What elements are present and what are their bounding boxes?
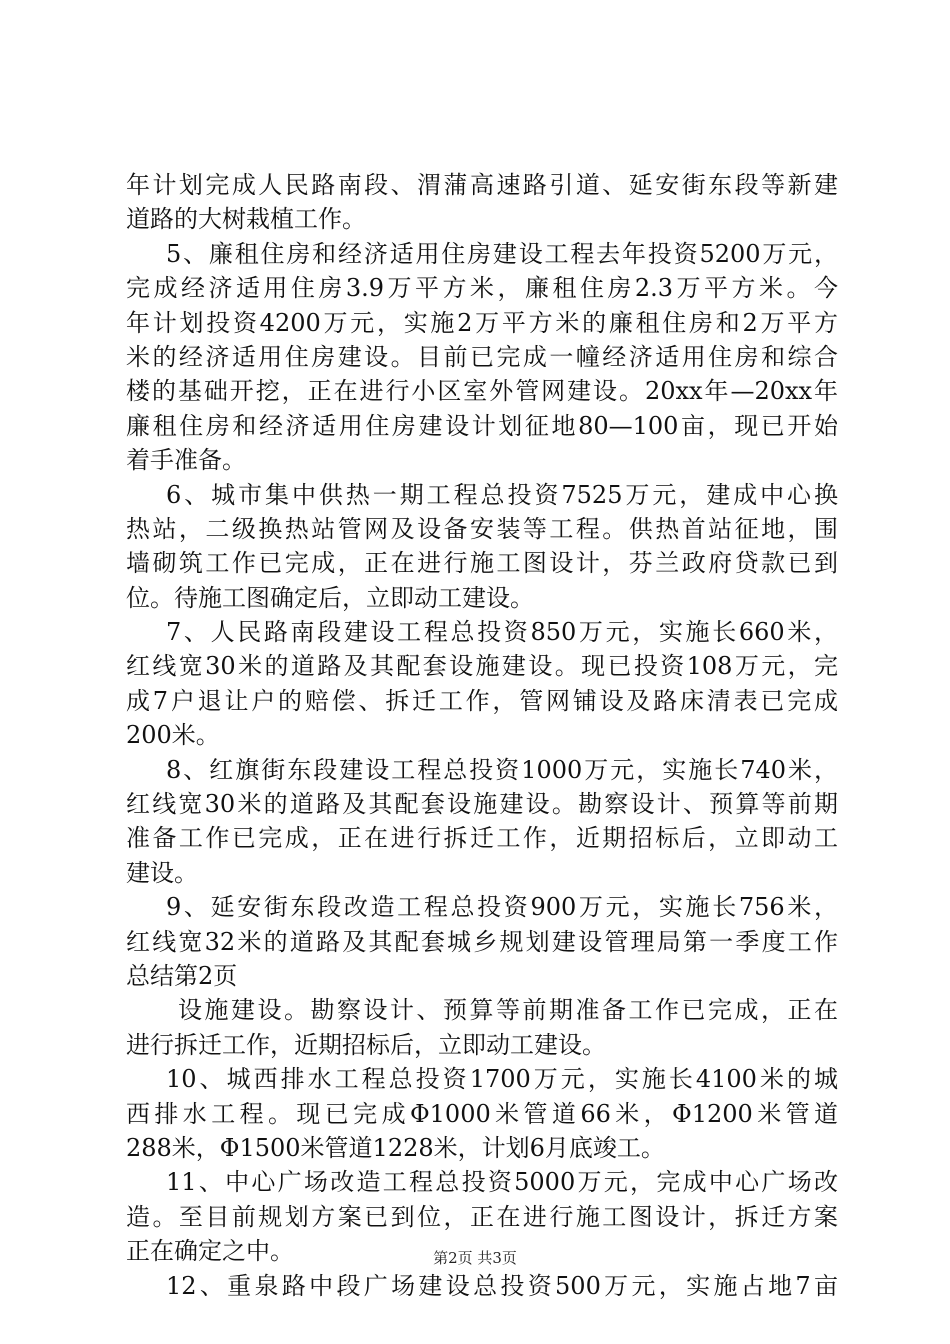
document-body (126, 168, 838, 1303)
text-line: 年计划完成人民路南段、渭蒲高速路引道、延安街东段等新建 (126, 171, 838, 199)
text-line: 墙砌筑工作已完成，正在进行施工图设计，芬兰政府贷款已到 (126, 549, 838, 578)
text-line: 位。待施工图确定后，立即动工建设。 (126, 583, 534, 612)
text-line: 完成经济适用住房3.9万平方米，廉租住房2.3万平方米。今 (126, 274, 838, 303)
text-line: 米的经济适用住房建设。目前已完成一幢经济适用住房和综合 (126, 342, 838, 371)
text-line: 建设。 (126, 858, 198, 887)
text-line: 11、中心广场改造工程总投资5000万元，完成中心广场改 (166, 1168, 838, 1197)
text-line: 6、城市集中供热一期工程总投资7525万元，建成中心换 (166, 480, 838, 509)
text-line: 西排水工程。现已完成Φ1000米管道66米，Φ1200米管道 (126, 1099, 838, 1128)
text-line: 10、城西排水工程总投资1700万元，实施长4100米的城 (166, 1065, 838, 1094)
text-line: 廉租住房和经济适用住房建设计划征地80—100亩，现已开始 (126, 411, 838, 440)
text-line: 楼的基础开挖，正在进行小区室外管网建设。20xx年—20xx年 (126, 377, 838, 406)
text-line: 红线宽32米的道路及其配套城乡规划建设管理局第一季度工作 (126, 927, 838, 956)
text-line: 着手准备。 (126, 446, 246, 475)
text-line: 设施建设。勘察设计、预算等前期准备工作已完成，正在 (178, 996, 838, 1025)
text-line: 288米，Φ1500米管道1228米，计划6月底竣工。 (126, 1133, 665, 1162)
text-line: 热站，二级换热站管网及设备安装等工程。供热首站征地，围 (126, 514, 838, 543)
text-line: 造。至目前规划方案已到位，正在进行施工图设计，拆迁方案 (126, 1202, 838, 1231)
text-line: 12、重泉路中段广场建设总投资500万元，实施占地7亩 (166, 1271, 838, 1300)
page-footer: 第2页 共3页 (433, 1249, 517, 1267)
text-line: 8、红旗街东段建设工程总投资1000万元，实施长740米， (166, 755, 838, 784)
text-line: 9、延安街东段改造工程总投资900万元，实施长756米， (166, 893, 838, 922)
text-line: 进行拆迁工作，近期招标后，立即动工建设。 (126, 1030, 606, 1059)
text-line: 红线宽30米的道路及其配套设施建设。勘察设计、预算等前期 (126, 790, 838, 819)
text-line: 200米。 (126, 721, 220, 750)
text-line: 道路的大树栽植工作。 (126, 205, 366, 234)
text-line: 成7户退让户的赔偿、拆迁工作，管网铺设及路床清表已完成 (126, 686, 838, 715)
text-line: 5、廉租住房和经济适用住房建设工程去年投资5200万元， (166, 239, 838, 268)
text-line: 正在确定之中。 (126, 1237, 294, 1266)
text-line: 总结第2页 (126, 961, 238, 990)
text-line: 年计划投资4200万元，实施2万平方米的廉租住房和2万平方 (126, 308, 838, 337)
text-line: 红线宽30米的道路及其配套设施建设。现已投资108万元，完 (126, 652, 838, 681)
text-line: 准备工作已完成，正在进行拆迁工作，近期招标后，立即动工 (126, 824, 838, 853)
text-line: 7、人民路南段建设工程总投资850万元，实施长660米， (166, 618, 838, 647)
